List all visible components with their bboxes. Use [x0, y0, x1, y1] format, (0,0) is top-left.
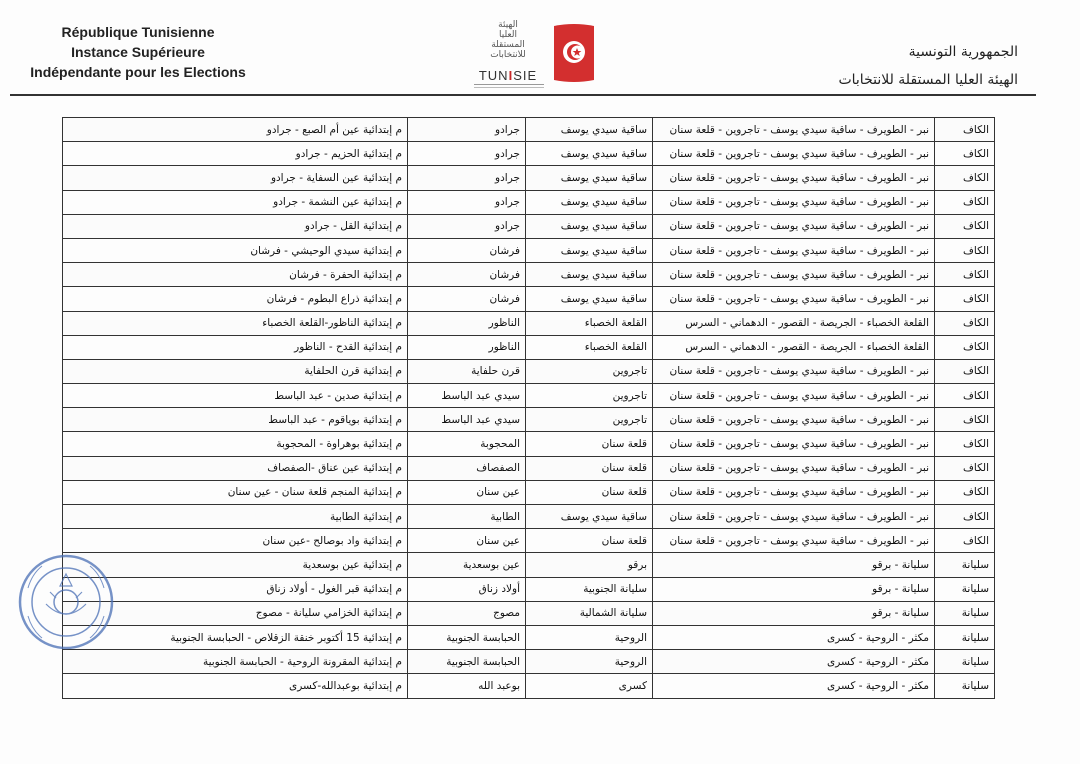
cell-sector: عين سنان — [408, 529, 526, 553]
cell-delegation: قلعة سنان — [526, 480, 653, 504]
cell-polling-center: م إبتدائية القدح - الناظور — [63, 335, 408, 359]
logo-underline — [474, 84, 544, 88]
cell-circonscription: نبر - الطويرف - ساقية سيدي يوسف - تاجروين - قلعة سنان — [653, 505, 935, 529]
cell-polling-center: م إبتدائية بوعبدالله-كسرى — [63, 674, 408, 698]
cell-sector: جرادو — [408, 214, 526, 238]
table-row — [63, 601, 995, 625]
cell-governorate: الكاف — [935, 118, 995, 142]
table-body — [63, 118, 995, 699]
cell-governorate: الكاف — [935, 335, 995, 359]
logo-ar-line-2: العليا — [498, 30, 518, 40]
cell-sector: الناظور — [408, 335, 526, 359]
logo-ar-line-3: المستقلة — [491, 40, 525, 50]
cell-circonscription: نبر - الطويرف - ساقية سيدي يوسف - تاجروين - قلعة سنان — [653, 456, 935, 480]
cell-delegation: ساقية سيدي يوسف — [526, 166, 653, 190]
cell-circonscription: مكثر - الروحية - كسرى — [653, 625, 935, 649]
cell-circonscription: نبر - الطويرف - ساقية سيدي يوسف - تاجروين - قلعة سنان — [653, 359, 935, 383]
cell-circonscription: نبر - الطويرف - ساقية سيدي يوسف - تاجروين - قلعة سنان — [653, 432, 935, 456]
cell-circonscription: نبر - الطويرف - ساقية سيدي يوسف - تاجروين - قلعة سنان — [653, 238, 935, 262]
cell-governorate: سليانة — [935, 674, 995, 698]
cell-sector: جرادو — [408, 190, 526, 214]
cell-delegation: قلعة سنان — [526, 529, 653, 553]
cell-delegation: ساقية سيدي يوسف — [526, 263, 653, 287]
cell-governorate: الكاف — [935, 432, 995, 456]
cell-polling-center: م إبتدائية واد بوصالح -عين سنان — [63, 529, 408, 553]
cell-sector: الحبابسة الجنوبية — [408, 625, 526, 649]
cell-governorate: الكاف — [935, 480, 995, 504]
cell-delegation: ساقية سيدي يوسف — [526, 214, 653, 238]
cell-polling-center: م إبتدائية المقرونة الروحية - الحبابسة الجنوبية — [63, 650, 408, 674]
cell-governorate: الكاف — [935, 214, 995, 238]
cell-governorate: الكاف — [935, 456, 995, 480]
logo-latin-post: SIE — [513, 68, 538, 83]
logo-ar-line-1: الهيئة — [498, 20, 518, 30]
cell-circonscription: نبر - الطويرف - ساقية سيدي يوسف - تاجروين - قلعة سنان — [653, 190, 935, 214]
table-row — [63, 384, 995, 408]
cell-sector: جرادو — [408, 142, 526, 166]
cell-polling-center: م إبتدائية بوهراوة - المحجوبة — [63, 432, 408, 456]
cell-governorate: الكاف — [935, 190, 995, 214]
logo-latin-accent: I — [508, 68, 514, 83]
cell-sector: الطابية — [408, 505, 526, 529]
cell-governorate: الكاف — [935, 408, 995, 432]
french-institution-name — [18, 22, 258, 82]
cell-polling-center: م إبتدائية المنجم قلعة سنان - عين سنان — [63, 480, 408, 504]
table-row — [63, 238, 995, 262]
table-row — [63, 214, 995, 238]
cell-governorate: الكاف — [935, 529, 995, 553]
ar-line-2: الهيئة العليا المستقلة للانتخابات — [838, 72, 1018, 88]
cell-sector: المحجوبة — [408, 432, 526, 456]
cell-polling-center: م إبتدائية قرن الحلفاية — [63, 359, 408, 383]
cell-sector: فرشان — [408, 263, 526, 287]
logo-latin-pre: TUN — [478, 68, 509, 83]
table-row — [63, 311, 995, 335]
cell-governorate: سليانة — [935, 601, 995, 625]
cell-circonscription: مكثر - الروحية - كسرى — [653, 650, 935, 674]
cell-polling-center: م إبتدائية الناظور-القلعة الخصباء — [63, 311, 408, 335]
cell-sector: عين بوسعدية — [408, 553, 526, 577]
cell-sector: سيدي عبد الباسط — [408, 408, 526, 432]
cell-sector: أولاد زناق — [408, 577, 526, 601]
cell-governorate: الكاف — [935, 359, 995, 383]
fr-line-3: Indépendante pour les Elections — [30, 64, 246, 80]
cell-polling-center: م إبتدائية بوياقوم - عبد الباسط — [63, 408, 408, 432]
logo-latin-text — [468, 68, 548, 83]
cell-sector: مصوج — [408, 601, 526, 625]
cell-sector: فرشان — [408, 238, 526, 262]
cell-circonscription: نبر - الطويرف - ساقية سيدي يوسف - تاجروين - قلعة سنان — [653, 142, 935, 166]
cell-governorate: الكاف — [935, 311, 995, 335]
cell-governorate: سليانة — [935, 625, 995, 649]
cell-circonscription: سليانة - برقو — [653, 553, 935, 577]
cell-circonscription: سليانة - برقو — [653, 577, 935, 601]
fr-line-2: Instance Supérieure — [71, 44, 205, 60]
cell-governorate: سليانة — [935, 650, 995, 674]
cell-governorate: الكاف — [935, 263, 995, 287]
cell-sector: الصفصاف — [408, 456, 526, 480]
table-row — [63, 408, 995, 432]
table-row — [63, 432, 995, 456]
header-divider — [10, 94, 1036, 96]
cell-circonscription: نبر - الطويرف - ساقية سيدي يوسف - تاجروين - قلعة سنان — [653, 529, 935, 553]
cell-circonscription: نبر - الطويرف - ساقية سيدي يوسف - تاجروين - قلعة سنان — [653, 214, 935, 238]
table-row — [63, 118, 995, 142]
ar-line-1: الجمهورية التونسية — [908, 44, 1018, 60]
cell-delegation: سليانة الجنوبية — [526, 577, 653, 601]
cell-delegation: قلعة سنان — [526, 432, 653, 456]
cell-sector: الحبابسة الجنوبية — [408, 650, 526, 674]
table-row — [63, 674, 995, 698]
table-row — [63, 263, 995, 287]
cell-circonscription: نبر - الطويرف - ساقية سيدي يوسف - تاجروين - قلعة سنان — [653, 480, 935, 504]
cell-delegation: قلعة سنان — [526, 456, 653, 480]
cell-sector: بوعبد الله — [408, 674, 526, 698]
cell-circonscription: نبر - الطويرف - ساقية سيدي يوسف - تاجروين - قلعة سنان — [653, 166, 935, 190]
cell-circonscription: مكثر - الروحية - كسرى — [653, 674, 935, 698]
cell-polling-center: م إبتدائية عين السفاية - جرادو — [63, 166, 408, 190]
table-row — [63, 505, 995, 529]
cell-delegation: برقو — [526, 553, 653, 577]
cell-governorate: الكاف — [935, 166, 995, 190]
table-row — [63, 529, 995, 553]
cell-circonscription: القلعة الخصباء - الجريصة - القصور - الدهماني - السرس — [653, 311, 935, 335]
cell-delegation: القلعة الخصباء — [526, 335, 653, 359]
table-row — [63, 190, 995, 214]
table-row — [63, 166, 995, 190]
cell-polling-center: م إبتدائية الحزيم - جرادو — [63, 142, 408, 166]
cell-polling-center: م إبتدائية سيدي الوحيشي - فرشان — [63, 238, 408, 262]
cell-delegation: القلعة الخصباء — [526, 311, 653, 335]
cell-sector: قرن حلفاية — [408, 359, 526, 383]
cell-governorate: الكاف — [935, 142, 995, 166]
cell-circonscription: نبر - الطويرف - ساقية سيدي يوسف - تاجروين - قلعة سنان — [653, 287, 935, 311]
fr-line-1: République Tunisienne — [61, 24, 215, 40]
cell-circonscription: نبر - الطويرف - ساقية سيدي يوسف - تاجروين - قلعة سنان — [653, 263, 935, 287]
cell-circonscription: القلعة الخصباء - الجريصة - القصور - الدهماني - السرس — [653, 335, 935, 359]
cell-delegation: تاجروين — [526, 359, 653, 383]
cell-delegation: الروحية — [526, 625, 653, 649]
cell-delegation: ساقية سيدي يوسف — [526, 505, 653, 529]
cell-governorate: الكاف — [935, 238, 995, 262]
cell-delegation: ساقية سيدي يوسف — [526, 190, 653, 214]
polling-centers-table — [62, 117, 995, 699]
cell-sector: سيدي عبد الباسط — [408, 384, 526, 408]
cell-polling-center: م إبتدائية عين النشمة - جرادو — [63, 190, 408, 214]
cell-circonscription: سليانة - برقو — [653, 601, 935, 625]
cell-governorate: الكاف — [935, 505, 995, 529]
cell-delegation: ساقية سيدي يوسف — [526, 287, 653, 311]
document-header — [0, 0, 1080, 100]
table-row — [63, 577, 995, 601]
cell-circonscription: نبر - الطويرف - ساقية سيدي يوسف - تاجروين - قلعة سنان — [653, 408, 935, 432]
cell-governorate: الكاف — [935, 384, 995, 408]
table-row — [63, 650, 995, 674]
cell-sector: عين سنان — [408, 480, 526, 504]
cell-delegation: تاجروين — [526, 384, 653, 408]
cell-polling-center: م إبتدائية 15 أكتوبر خنقة الزقلاص - الحبابسة الجنوبية — [63, 625, 408, 649]
cell-delegation: كسرى — [526, 674, 653, 698]
cell-delegation: ساقية سيدي يوسف — [526, 238, 653, 262]
cell-circonscription: نبر - الطويرف - ساقية سيدي يوسف - تاجروين - قلعة سنان — [653, 118, 935, 142]
table-row — [63, 359, 995, 383]
table-row — [63, 480, 995, 504]
cell-polling-center: م إبتدائية صدين - عبد الباسط — [63, 384, 408, 408]
cell-delegation: ساقية سيدي يوسف — [526, 118, 653, 142]
cell-sector: جرادو — [408, 118, 526, 142]
isie-logo — [468, 18, 608, 98]
cell-circonscription: نبر - الطويرف - ساقية سيدي يوسف - تاجروين - قلعة سنان — [653, 384, 935, 408]
cell-governorate: سليانة — [935, 553, 995, 577]
table-row — [63, 553, 995, 577]
cell-delegation: ساقية سيدي يوسف — [526, 142, 653, 166]
cell-sector: جرادو — [408, 166, 526, 190]
table-row — [63, 625, 995, 649]
cell-governorate: الكاف — [935, 287, 995, 311]
table-row — [63, 142, 995, 166]
cell-polling-center: م إبتدائية الطابية — [63, 505, 408, 529]
table-row — [63, 456, 995, 480]
tunisian-flag-icon — [552, 22, 596, 84]
cell-sector: فرشان — [408, 287, 526, 311]
cell-delegation: سليانة الشمالية — [526, 601, 653, 625]
cell-polling-center: م إبتدائية عين بوسعدية — [63, 553, 408, 577]
official-stamp-icon — [16, 552, 116, 652]
cell-polling-center: م إبتدائية عين أم الصبع - جرادو — [63, 118, 408, 142]
cell-polling-center: م إبتدائية القل - جرادو — [63, 214, 408, 238]
logo-ar-line-4: للانتخابات — [490, 50, 526, 60]
cell-delegation: الروحية — [526, 650, 653, 674]
cell-polling-center: م إبتدائية الخزامي سليانة - مصوج — [63, 601, 408, 625]
cell-delegation: تاجروين — [526, 408, 653, 432]
table-row — [63, 287, 995, 311]
cell-sector: الناظور — [408, 311, 526, 335]
table-row — [63, 335, 995, 359]
cell-polling-center: م إبتدائية ذراع البطوم - فرشان — [63, 287, 408, 311]
arabic-institution-name — [718, 38, 1018, 94]
cell-polling-center: م إبتدائية الحفرة - فرشان — [63, 263, 408, 287]
cell-polling-center: م إبتدائية قبر الغول - أولاد زناق — [63, 577, 408, 601]
cell-governorate: سليانة — [935, 577, 995, 601]
logo-arabic-text — [470, 20, 546, 60]
cell-polling-center: م إبتدائية عين عناق -الصفصاف — [63, 456, 408, 480]
